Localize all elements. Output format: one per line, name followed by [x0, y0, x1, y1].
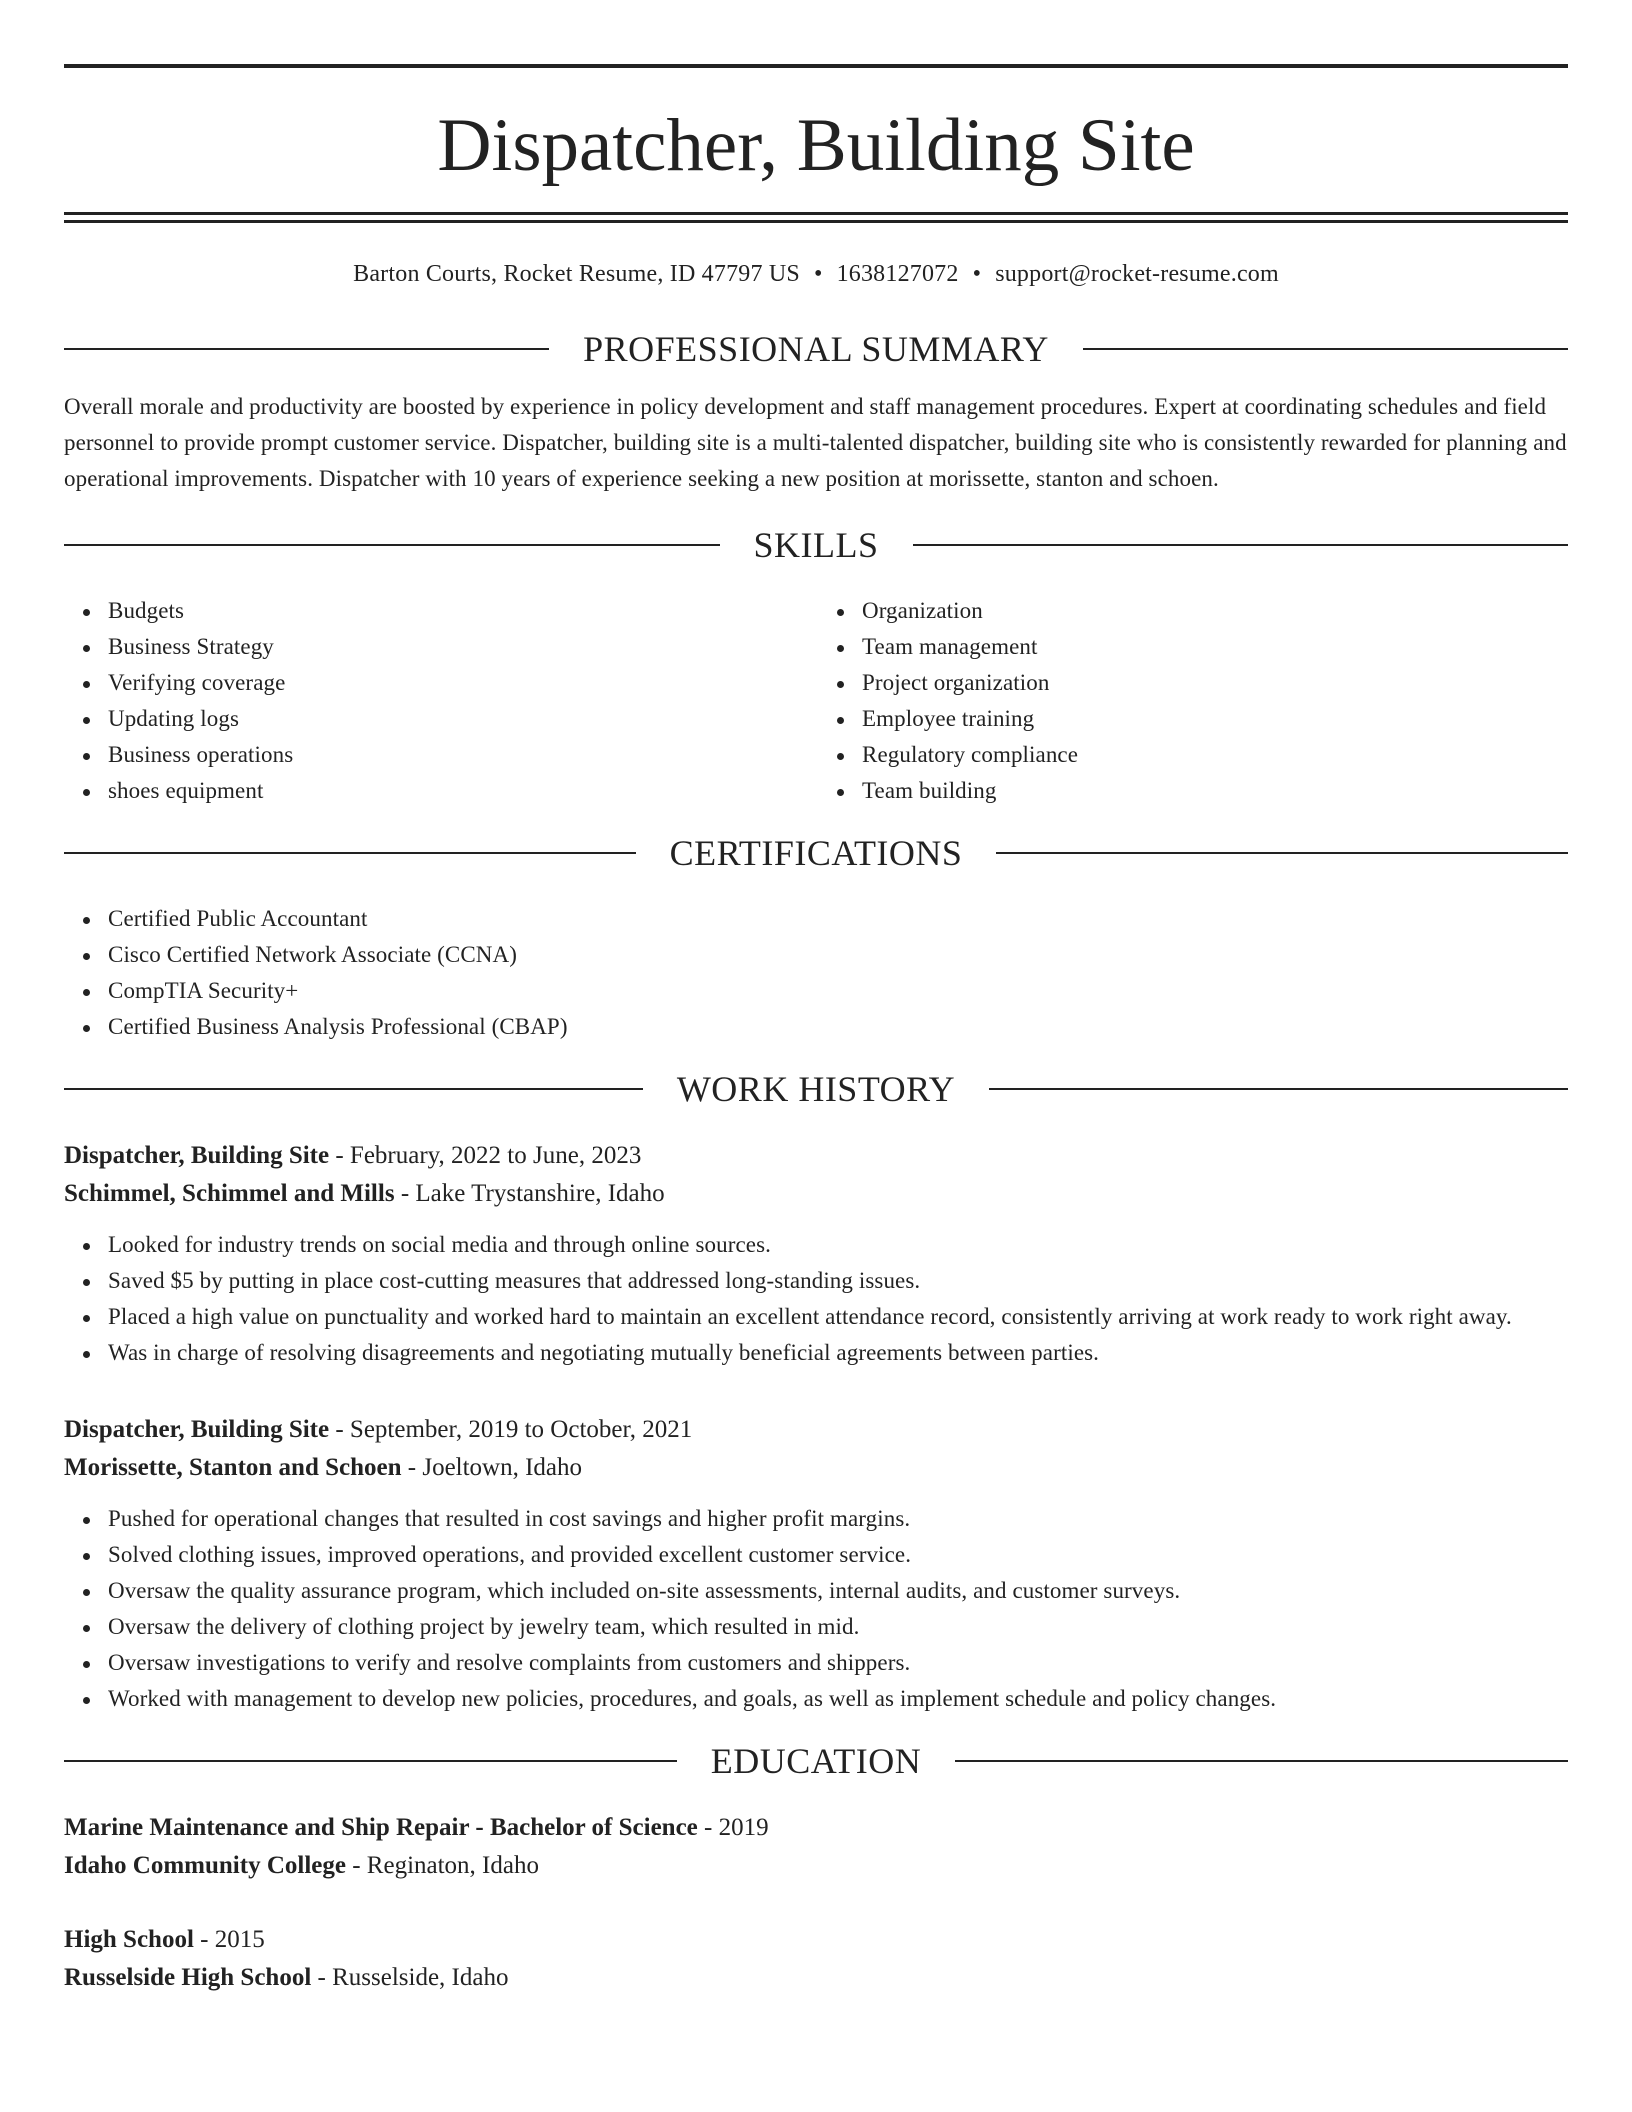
contact-address: Barton Courts, Rocket Resume, ID 47797 US [353, 261, 800, 287]
resume-page [64, 64, 1568, 1997]
section-heading-skills [64, 523, 1568, 567]
duty-item: Was in charge of resolving disagreements and negotiating mutually beneficial agreements between parties. [108, 1335, 1568, 1371]
job-entry [64, 1411, 1568, 1717]
section-title: EDUCATION [710, 1741, 922, 1781]
header-double-rule [64, 212, 1568, 223]
section-heading-work-history [64, 1067, 1568, 1111]
job-title-line [64, 1411, 1568, 1449]
skills-list [64, 593, 1568, 809]
school-name: Russelside High School [64, 1964, 312, 1991]
degree-name: High School [64, 1926, 194, 1953]
section-heading-education [64, 1739, 1568, 1783]
school-name: Idaho Community College [64, 1852, 346, 1879]
skill-item: Business operations [108, 737, 816, 773]
duty-item: Placed a high value on punctuality and worked hard to maintain an excellent attendance record, consistently arriving at work ready to work right away. [108, 1299, 1568, 1335]
duty-item: Oversaw investigations to verify and resolve complaints from customers and shippers. [108, 1645, 1568, 1681]
skill-item: Employee training [862, 701, 1568, 737]
contact-separator: • [972, 261, 982, 287]
heading-rule [64, 1088, 643, 1090]
summary-text: Overall morale and productivity are boosted by experience in policy development and staff management procedures. Expert at coordinating schedules and field personnel to provide prompt customer service. Dispatcher, building site is a multi-talented dispatcher, building site who is consistently rewarded for planning and operational improvements. Dispatcher with 10 years of experience seeking a new position at morissette, stanton and schoen. [64, 394, 1567, 491]
company-name: Schimmel, Schimmel and Mills [64, 1180, 395, 1207]
heading-rule [64, 348, 549, 350]
degree-line [64, 1921, 1568, 1959]
duty-item: Oversaw the quality assurance program, which included on-site assessments, internal audits, and customer surveys. [108, 1573, 1568, 1609]
heading-rule [64, 1760, 677, 1762]
heading-rule [913, 544, 1569, 546]
skill-item: Updating logs [108, 701, 816, 737]
heading-rule [1083, 348, 1568, 350]
header-top-rule [64, 64, 1568, 68]
certification-item: CompTIA Security+ [108, 973, 1568, 1009]
duty-item: Pushed for operational changes that resulted in cost savings and higher profit margins. [108, 1501, 1568, 1537]
skill-item: Organization [862, 593, 1568, 629]
graduation-year: - 2019 [697, 1814, 769, 1841]
job-title-line [64, 1137, 1568, 1175]
education-entry [64, 1921, 1568, 1997]
graduation-year: - 2015 [193, 1926, 265, 1953]
job-dates: - February, 2022 to June, 2023 [329, 1142, 642, 1169]
company-line [64, 1175, 1568, 1213]
job-entry [64, 1137, 1568, 1371]
section-title: PROFESSIONAL SUMMARY [583, 329, 1049, 369]
section-title: CERTIFICATIONS [669, 833, 963, 873]
certification-item: Certified Public Accountant [108, 901, 1568, 937]
skill-item: Verifying coverage [108, 665, 816, 701]
duty-item: Saved $5 by putting in place cost-cutting measures that addressed long-standing issues. [108, 1263, 1568, 1299]
heading-rule [989, 1088, 1568, 1090]
heading-rule [64, 852, 636, 854]
section-title: SKILLS [753, 525, 879, 565]
certification-item: Cisco Certified Network Associate (CCNA) [108, 937, 1568, 973]
school-line [64, 1847, 1568, 1885]
certifications-list [64, 901, 1568, 1045]
skill-item: shoes equipment [108, 773, 816, 809]
skill-item: Team building [862, 773, 1568, 809]
duty-item: Looked for industry trends on social media and through online sources. [108, 1227, 1568, 1263]
heading-rule [955, 1760, 1568, 1762]
school-location: - Russelside, Idaho [311, 1964, 509, 1991]
duty-item: Oversaw the delivery of clothing project by jewelry team, which resulted in mid. [108, 1609, 1568, 1645]
duty-item: Solved clothing issues, improved operations, and provided excellent customer service. [108, 1537, 1568, 1573]
company-name: Morissette, Stanton and Schoen [64, 1454, 402, 1481]
skill-item: Project organization [862, 665, 1568, 701]
heading-rule [64, 544, 720, 546]
skills-column-left [64, 593, 816, 809]
school-location: - Reginaton, Idaho [345, 1852, 539, 1879]
section-heading-summary [64, 327, 1568, 371]
certification-item: Certified Business Analysis Professional (CBAP) [108, 1009, 1568, 1045]
job-dates: - September, 2019 to October, 2021 [329, 1416, 693, 1443]
job-title: Dispatcher, Building Site [64, 1142, 330, 1169]
heading-rule [996, 852, 1568, 854]
contact-separator: • [813, 261, 823, 287]
section-heading-certifications [64, 831, 1568, 875]
contact-line [64, 261, 1568, 297]
skill-item: Regulatory compliance [862, 737, 1568, 773]
school-line [64, 1959, 1568, 1997]
company-location: - Lake Trystanshire, Idaho [394, 1180, 665, 1207]
duty-item: Worked with management to develop new policies, procedures, and goals, as well as implement schedule and policy changes. [108, 1681, 1568, 1717]
degree-line [64, 1809, 1568, 1847]
job-duties [64, 1227, 1568, 1371]
job-title: Dispatcher, Building Site [64, 1416, 330, 1443]
contact-email: support@rocket-resume.com [995, 261, 1279, 287]
job-duties [64, 1501, 1568, 1717]
skill-item: Business Strategy [108, 629, 816, 665]
section-title: WORK HISTORY [676, 1069, 956, 1109]
skills-column-right [816, 593, 1568, 809]
resume-title: Dispatcher, Building Site [437, 104, 1195, 187]
degree-name: Marine Maintenance and Ship Repair - Bachelor of Science [64, 1814, 698, 1841]
skill-item: Team management [862, 629, 1568, 665]
skill-item: Budgets [108, 593, 816, 629]
education-entry [64, 1809, 1568, 1885]
company-location: - Joeltown, Idaho [401, 1454, 583, 1481]
contact-phone: 1638127072 [836, 261, 959, 287]
company-line [64, 1449, 1568, 1487]
